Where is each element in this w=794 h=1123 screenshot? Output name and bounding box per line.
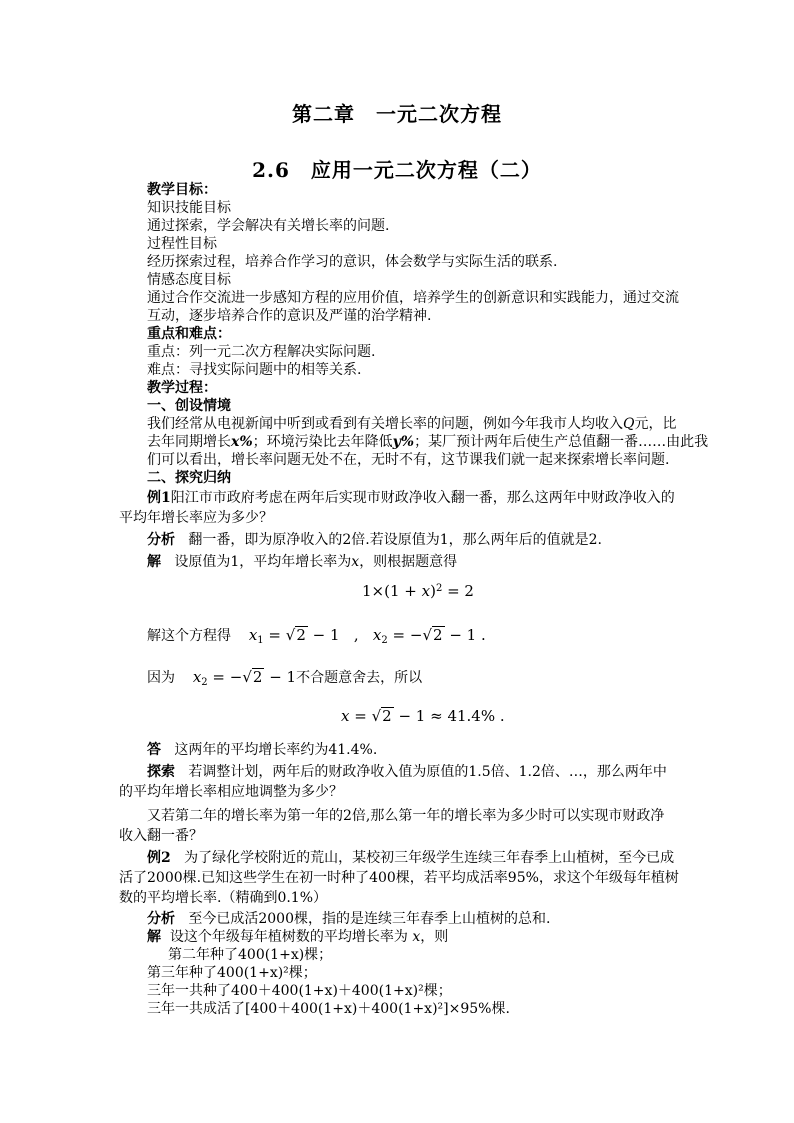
- section-title: 2.6 应用一元二次方程（二）: [252, 158, 542, 182]
- difficulty-point: 难点：寻找实际问题中的相等关系.: [147, 362, 362, 378]
- solve-line: 解这个方程得 $x_1 = √2 - 1$ , $x_2 = -√2 - 1$ .: [147, 626, 486, 646]
- equation-1: $1\times(1 + x)^2 = 2$: [362, 582, 474, 600]
- example2-solution: 解 设这个年级每年植树数的平均增长率为 x，则: [147, 929, 449, 945]
- section-scenario-heading: 一、创设情境: [147, 398, 231, 414]
- chapter-title: 第二章 一元二次方程: [292, 102, 502, 126]
- process-goal-label: 过程性目标: [147, 236, 217, 252]
- knowledge-goal-label: 知识技能目标: [147, 200, 231, 216]
- example2-line-3: 数的平均增长率.（精确到0.1%）: [119, 890, 328, 906]
- explore-line-4: 收入翻一番？: [119, 828, 203, 844]
- example2-year2: 第二年种了400(1+x)棵；: [168, 947, 333, 963]
- discard-line: 因为 $x_2 = -√2 - 1$不合题意舍去，所以: [147, 668, 423, 688]
- intro-line-2: 去年同期增长x%；环境污染比去年降低y%；某厂预计两年后使生产总值翻一番……由此我: [147, 434, 709, 450]
- intro-line-1: 我们经常从电视新闻中听到或看到有关增长率的问题，例如今年我市人均收入Q元，比: [147, 416, 677, 432]
- emotion-goal-label: 情感态度目标: [147, 272, 231, 288]
- example2-survive: 三年一共成活了[400＋400(1+x)＋400(1+x)²]×95%棵.: [147, 1001, 510, 1017]
- example1-answer: 答 这两年的平均增长率约为41.4%.: [147, 742, 378, 758]
- explore-line-1: 探索 若调整计划，两年后的财政净收入值为原值的1.5倍、1.2倍、…，那么两年中: [147, 764, 667, 780]
- process-goal-text: 经历探索过程，培养合作学习的意识，体会数学与实际生活的联系.: [147, 254, 558, 270]
- example1-line-1: 例1阳江市市政府考虑在两年后实现市财政净收入翻一番，那么这两年中财政净收入的: [147, 490, 675, 506]
- example2-year3: 第三年种了400(1+x)²棵；: [147, 965, 317, 981]
- example1-analysis: 分析 翻一番，即为原净收入的2倍.若设原值为1，那么两年后的值就是2.: [147, 532, 602, 548]
- result-equation: x = √2 − 1 ≈ 41.4% .: [341, 707, 505, 725]
- key-point: 重点：列一元二次方程解决实际问题.: [147, 344, 376, 360]
- emotion-goal-text-2: 互动，逐步培养合作的意识及严谨的治学精神.: [147, 308, 432, 324]
- example1-solution: 解 设原值为1，平均年增长率为x，则根据题意得: [147, 554, 458, 570]
- section-explore-heading: 二、探究归纳: [147, 470, 231, 486]
- key-points-heading: 重点和难点：: [147, 326, 231, 342]
- example2-analysis: 分析 至今已成活2000棵，指的是连续三年春季上山植树的总和.: [147, 911, 551, 927]
- goals-heading: 教学目标：: [147, 182, 217, 198]
- explore-line-3: 又若第二年的增长率为第一年的2倍,那么第一年的增长率为多少时可以实现市财政净: [147, 808, 665, 824]
- example2-line-2: 活了2000棵.已知这些学生在初一时种了400棵，若平均成活率95%，求这个年级每年植树: [119, 870, 679, 886]
- example2-total: 三年一共种了400＋400(1+x)＋400(1+x)²棵；: [147, 983, 452, 999]
- process-heading: 教学过程：: [147, 380, 217, 396]
- intro-line-3: 们可以看出，增长率问题无处不在，无时不有，这节课我们就一起来探索增长率问题.: [147, 452, 670, 468]
- example1-line-2: 平均年增长率应为多少？: [119, 510, 273, 526]
- emotion-goal-text-1: 通过合作交流进一步感知方程的应用价值，培养学生的创新意识和实践能力，通过交流: [147, 290, 679, 306]
- example2-line-1: 例2 为了绿化学校附近的荒山，某校初三年级学生连续三年春季上山植树，至今已成: [147, 850, 675, 866]
- knowledge-goal-text: 通过探索，学会解决有关增长率的问题.: [147, 218, 390, 234]
- explore-line-2: 的平均年增长率相应地调整为多少？: [119, 784, 343, 800]
